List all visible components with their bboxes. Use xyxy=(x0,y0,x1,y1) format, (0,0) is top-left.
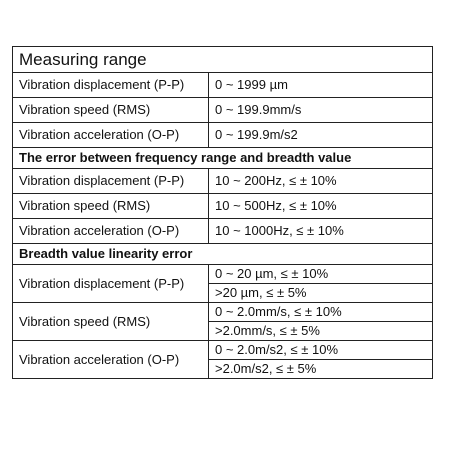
row-value: 0 ~ 20 µm, ≤ ± 10% xyxy=(209,265,433,284)
section-heading-row xyxy=(13,148,433,169)
row-label: Vibration speed (RMS) xyxy=(13,303,209,341)
row-value: >20 µm, ≤ ± 5% xyxy=(209,284,433,303)
title-row xyxy=(13,47,433,73)
section-heading-frequency: The error between frequency range and breadth value xyxy=(13,148,433,169)
table-row xyxy=(13,169,433,194)
row-value: 0 ~ 2.0m/s2, ≤ ± 10% xyxy=(209,341,433,360)
table-row xyxy=(13,265,433,284)
spec-table xyxy=(12,46,433,379)
row-label: Vibration speed (RMS) xyxy=(13,194,209,219)
row-value: 0 ~ 1999 µm xyxy=(209,73,433,98)
table-row xyxy=(13,194,433,219)
row-value: 10 ~ 200Hz, ≤ ± 10% xyxy=(209,169,433,194)
row-label: Vibration acceleration (O-P) xyxy=(13,341,209,379)
table-row xyxy=(13,123,433,148)
row-label: Vibration displacement (P-P) xyxy=(13,265,209,303)
row-value: 0 ~ 2.0mm/s, ≤ ± 10% xyxy=(209,303,433,322)
table-row xyxy=(13,341,433,360)
table-title: Measuring range xyxy=(13,47,433,73)
table-row xyxy=(13,303,433,322)
table-row xyxy=(13,73,433,98)
row-value: 10 ~ 1000Hz, ≤ ± 10% xyxy=(209,219,433,244)
section-heading-linearity: Breadth value linearity error xyxy=(13,244,433,265)
row-value: >2.0m/s2, ≤ ± 5% xyxy=(209,360,433,379)
row-label: Vibration displacement (P-P) xyxy=(13,73,209,98)
table-row xyxy=(13,219,433,244)
row-value: 10 ~ 500Hz, ≤ ± 10% xyxy=(209,194,433,219)
row-value: 0 ~ 199.9mm/s xyxy=(209,98,433,123)
row-value: >2.0mm/s, ≤ ± 5% xyxy=(209,322,433,341)
row-label: Vibration acceleration (O-P) xyxy=(13,123,209,148)
row-value: 0 ~ 199.9m/s2 xyxy=(209,123,433,148)
table-row xyxy=(13,98,433,123)
row-label: Vibration speed (RMS) xyxy=(13,98,209,123)
section-heading-row xyxy=(13,244,433,265)
row-label: Vibration acceleration (O-P) xyxy=(13,219,209,244)
row-label: Vibration displacement (P-P) xyxy=(13,169,209,194)
